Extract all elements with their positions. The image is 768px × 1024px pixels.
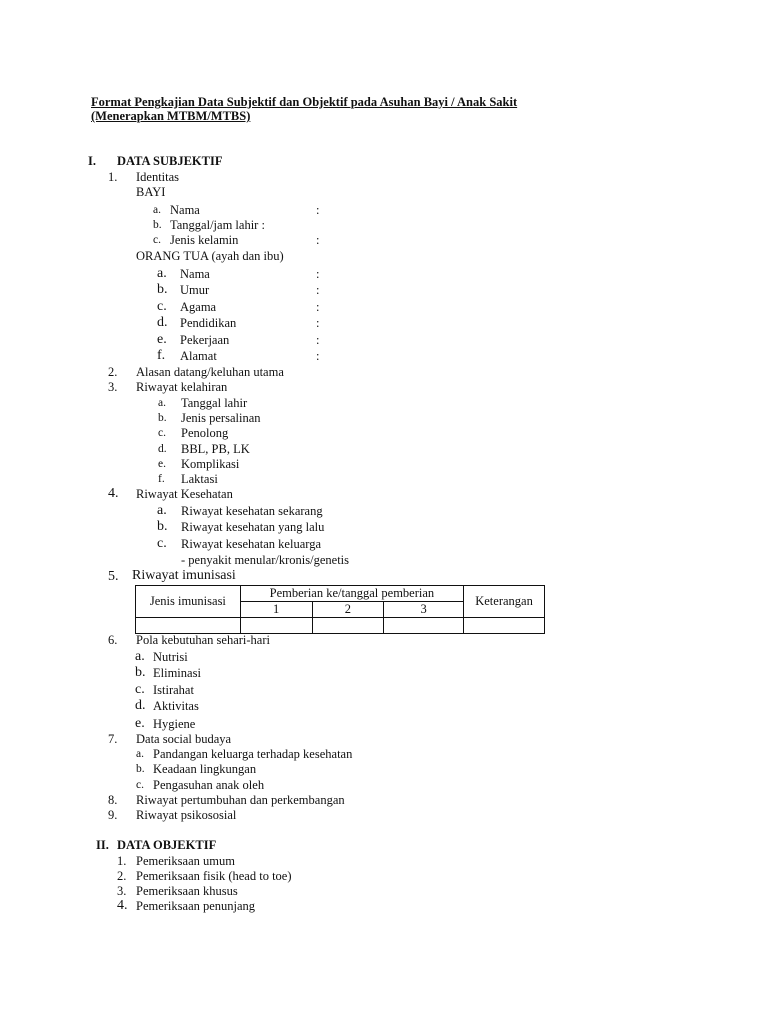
section1-heading: DATA SUBJEKTIF bbox=[117, 154, 223, 168]
kelahiran-marker: c. bbox=[158, 427, 166, 439]
kesehatan-label: Riwayat kesehatan yang lalu bbox=[181, 520, 325, 534]
ortu-field-colon: : bbox=[316, 300, 320, 314]
pola-label: Istirahat bbox=[153, 683, 194, 697]
bayi-field-marker: a. bbox=[153, 204, 161, 216]
objektif-number: 2. bbox=[117, 869, 127, 883]
ortu-field-colon: : bbox=[316, 349, 320, 363]
pola-marker: d. bbox=[135, 698, 146, 713]
item1-label: Identitas bbox=[136, 170, 180, 184]
item4-label: Riwayat Kesehatan bbox=[136, 487, 233, 501]
ortu-field-colon: : bbox=[316, 267, 320, 281]
item3-number: 3. bbox=[108, 380, 118, 394]
kelahiran-label: Laktasi bbox=[181, 472, 218, 486]
bayi-field-colon: : bbox=[316, 203, 320, 217]
immunization-table bbox=[135, 585, 545, 634]
item5-label: Riwayat imunisasi bbox=[132, 568, 236, 583]
objektif-label: Pemeriksaan penunjang bbox=[136, 899, 256, 913]
item6-label: Pola kebutuhan sehari-hari bbox=[136, 633, 270, 647]
item6-number: 6. bbox=[108, 633, 118, 647]
bayi-field-label: Nama bbox=[170, 203, 200, 217]
pola-marker: c. bbox=[135, 682, 145, 697]
table-header-jenis: Jenis imunisasi bbox=[136, 586, 241, 618]
pola-label: Nutrisi bbox=[153, 650, 188, 664]
sosial-marker: a. bbox=[136, 748, 144, 760]
ortu-field-marker: d. bbox=[157, 315, 168, 330]
ortu-field-colon: : bbox=[316, 333, 320, 347]
item7-label: Data social budaya bbox=[136, 732, 232, 746]
kesehatan-marker: b. bbox=[157, 519, 168, 534]
objektif-number: 3. bbox=[117, 884, 127, 898]
pola-marker: a. bbox=[135, 649, 145, 664]
ortu-field-marker: c. bbox=[157, 299, 167, 314]
ortu-field-label: Nama bbox=[180, 267, 210, 281]
kelahiran-marker: f. bbox=[158, 473, 165, 485]
sosial-marker: b. bbox=[136, 763, 145, 775]
pola-label: Aktivitas bbox=[153, 699, 199, 713]
kesehatan-label: Riwayat kesehatan sekarang bbox=[181, 504, 323, 518]
table-subheader-2: 2 bbox=[312, 602, 384, 618]
ortu-field-marker: f. bbox=[157, 348, 166, 363]
sosial-marker: c. bbox=[136, 779, 144, 791]
ortu-field-marker: e. bbox=[157, 332, 167, 347]
ortu-field-label: Agama bbox=[180, 300, 217, 314]
bayi-label: BAYI bbox=[136, 185, 166, 199]
table-header-keterangan: Keterangan bbox=[464, 586, 545, 618]
ortu-field-marker: a. bbox=[157, 266, 167, 281]
kelahiran-label: Jenis persalinan bbox=[181, 411, 261, 425]
kesehatan-marker: c. bbox=[157, 536, 167, 551]
ortu-field-label: Pendidikan bbox=[180, 316, 237, 330]
kelahiran-label: BBL, PB, LK bbox=[181, 442, 250, 456]
item9-number: 9. bbox=[108, 808, 118, 822]
item4-number: 4. bbox=[108, 486, 119, 501]
item3-label: Riwayat kelahiran bbox=[136, 380, 228, 394]
objektif-number: 1. bbox=[117, 854, 127, 868]
kelahiran-label: Penolong bbox=[181, 426, 229, 440]
pola-label: Eliminasi bbox=[153, 666, 201, 680]
kelahiran-marker: d. bbox=[158, 443, 167, 455]
bayi-field-colon: : bbox=[316, 233, 320, 247]
ortu-field-label: Umur bbox=[180, 283, 210, 297]
bayi-field-marker: b. bbox=[153, 219, 162, 231]
item8-label: Riwayat pertumbuhan dan perkembangan bbox=[136, 793, 345, 807]
document-title-line1: Format Pengkajian Data Subjektif dan Objektif pada Asuhan Bayi / Anak Sakit bbox=[91, 95, 518, 109]
pola-label: Hygiene bbox=[153, 717, 196, 731]
table-header-pemberian: Pemberian ke/tanggal pemberian bbox=[240, 586, 463, 602]
table-subheader-3: 3 bbox=[384, 602, 464, 618]
bayi-field-marker: c. bbox=[153, 234, 161, 246]
sosial-label: Pengasuhan anak oleh bbox=[153, 778, 265, 792]
sosial-label: Keadaan lingkungan bbox=[153, 762, 257, 776]
ortu-label: ORANG TUA (ayah dan ibu) bbox=[136, 249, 284, 263]
section2-heading: DATA OBJEKTIF bbox=[117, 838, 217, 852]
objektif-label: Pemeriksaan khusus bbox=[136, 884, 238, 898]
pola-marker: b. bbox=[135, 665, 146, 680]
table-cell[interactable] bbox=[464, 618, 545, 634]
kelahiran-marker: e. bbox=[158, 458, 166, 470]
ortu-field-label: Alamat bbox=[180, 349, 217, 363]
item2-label: Alasan datang/keluhan utama bbox=[136, 365, 284, 379]
item2-number: 2. bbox=[108, 365, 118, 379]
table-subheader-1: 1 bbox=[240, 602, 312, 618]
sosial-label: Pandangan keluarga terhadap kesehatan bbox=[153, 747, 353, 761]
table-cell[interactable] bbox=[136, 618, 241, 634]
kelahiran-marker: b. bbox=[158, 412, 167, 424]
ortu-field-colon: : bbox=[316, 316, 320, 330]
ortu-field-colon: : bbox=[316, 283, 320, 297]
objektif-label: Pemeriksaan umum bbox=[136, 854, 235, 868]
ortu-field-label: Pekerjaan bbox=[180, 333, 230, 347]
objektif-label: Pemeriksaan fisik (head to toe) bbox=[136, 869, 292, 883]
table-cell[interactable] bbox=[384, 618, 464, 634]
item1-number: 1. bbox=[108, 170, 118, 184]
section1-number: I. bbox=[88, 154, 96, 168]
table-cell[interactable] bbox=[312, 618, 384, 634]
ortu-field-marker: b. bbox=[157, 282, 168, 297]
document-title-line2: (Menerapkan MTBM/MTBS) bbox=[91, 109, 251, 123]
bayi-field-label: Jenis kelamin bbox=[170, 233, 239, 247]
item8-number: 8. bbox=[108, 793, 118, 807]
kelahiran-label: Komplikasi bbox=[181, 457, 240, 471]
kelahiran-label: Tanggal lahir bbox=[181, 396, 248, 410]
kesehatan-label: Riwayat kesehatan keluarga bbox=[181, 537, 321, 551]
kesehatan-note: - penyakit menular/kronis/genetis bbox=[181, 553, 350, 567]
table-cell[interactable] bbox=[240, 618, 312, 634]
pola-marker: e. bbox=[135, 716, 145, 731]
item9-label: Riwayat psikososial bbox=[136, 808, 237, 822]
bayi-field-label: Tanggal/jam lahir : bbox=[170, 218, 265, 232]
item7-number: 7. bbox=[108, 732, 118, 746]
section2-number: II. bbox=[96, 838, 109, 852]
kelahiran-marker: a. bbox=[158, 397, 166, 409]
item5-number: 5. bbox=[108, 569, 119, 584]
table-row bbox=[136, 618, 545, 634]
objektif-number: 4. bbox=[117, 898, 128, 913]
kesehatan-marker: a. bbox=[157, 503, 167, 518]
